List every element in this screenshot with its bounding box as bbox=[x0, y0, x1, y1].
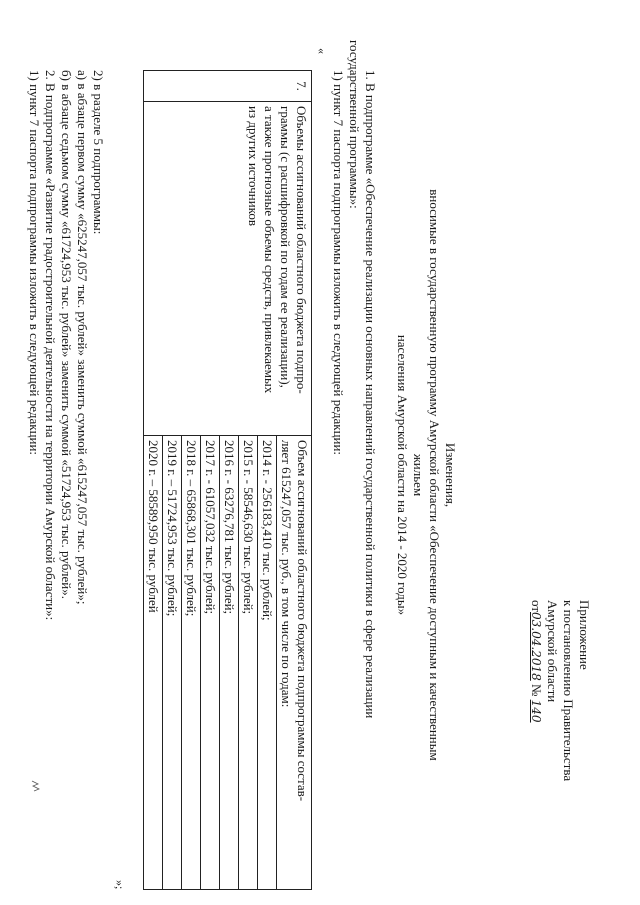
section-1-line-1: 1. В подпрограмме «Обеспечение реализации основных направлений государственной политики в сфере реализации bbox=[363, 70, 378, 719]
header-line-2: населения Амурской области на 2014 - 2020 годы» bbox=[395, 334, 410, 616]
section-2-item-1: 1) пункт 7 паспорта подпрограммы изложить в следующей редакции: bbox=[27, 70, 42, 456]
number-label: № bbox=[529, 683, 544, 697]
section-1-item-1: 1) пункт 7 паспорта подпрограммы изложить в следующей редакции: bbox=[331, 70, 346, 456]
header-line-1: вносимые в государственную программу Амурской области «Обеспечение доступным и качественным жильем bbox=[411, 189, 442, 761]
year-line: 2020 г. – 58589,950 тыс. рублей bbox=[146, 440, 161, 613]
section-1-line-2: государственной программы»: bbox=[347, 40, 362, 209]
quote-open: « bbox=[315, 48, 329, 54]
date-prefix: от bbox=[529, 600, 544, 613]
value-header-line: ляет 615247,057 тыс. руб., в том числе по годам: bbox=[279, 440, 294, 708]
quote-close: »; bbox=[113, 880, 127, 890]
year-line: 2015 г. - 58546,630 тыс. рублей; bbox=[238, 436, 257, 889]
row-label-line: граммы (с расшифровкой по годам ее реализации), bbox=[278, 106, 293, 388]
section-2-line-2: 2. В подпрограмме «Развитие градостроительной деятельности на территории Амурской области»: bbox=[43, 70, 58, 621]
table-row bbox=[144, 71, 312, 890]
appendix-line-1: к постановлению Правительства bbox=[561, 600, 576, 782]
year-line: 2016 г. - 63276,781 тыс. рублей; bbox=[219, 436, 238, 889]
row-label-line: Объемы ассигнований областного бюджета подпро- bbox=[294, 106, 309, 394]
row-label-line: а также прогнозные объемы средств, привлекаемых bbox=[262, 106, 277, 394]
appendix-line-2: Амурской области bbox=[545, 600, 560, 703]
year-line: 2018 г. – 65868,301 тыс. рублей; bbox=[181, 436, 200, 889]
value-header-line: Объем ассигнований областного бюджета подпрограммы состав- bbox=[295, 440, 310, 802]
year-line: 2014 г. - 256183,410 тыс. рублей; bbox=[257, 436, 276, 889]
passport-table bbox=[143, 70, 312, 890]
appendix-title: Приложение bbox=[577, 600, 592, 670]
value-header bbox=[276, 436, 311, 889]
year-line: 2019 г. – 51724,953 тыс. рублей; bbox=[162, 436, 181, 889]
row-number: 7. bbox=[144, 71, 312, 102]
document-header bbox=[394, 180, 458, 770]
document-title: Изменения, bbox=[443, 442, 458, 508]
year-line: 2017 г. - 61057,032 тыс. рублей; bbox=[200, 436, 219, 889]
date-value: 03.04.2018 bbox=[529, 612, 543, 681]
row-value bbox=[144, 436, 312, 890]
row-label bbox=[144, 102, 312, 436]
pen-mark-icon bbox=[30, 780, 40, 792]
section-2-item-a: а) в абзаце первом сумму «625247,057 тыс. рублей» заменить суммой «615247,057 тыс. рублей»; bbox=[75, 70, 90, 605]
number-value: 140 bbox=[529, 699, 543, 723]
appendix-date-line bbox=[528, 600, 544, 830]
appendix-block bbox=[528, 600, 592, 830]
row-label-line: из других источников bbox=[246, 106, 261, 226]
section-2-item-b: б) в абзаце седьмом сумму «61724,953 тыс. рублей» заменить суммой «51724,953 тыс. рублей». bbox=[59, 70, 74, 599]
section-2-item-2: 2) в разделе 5 подпрограммы: bbox=[91, 70, 106, 235]
